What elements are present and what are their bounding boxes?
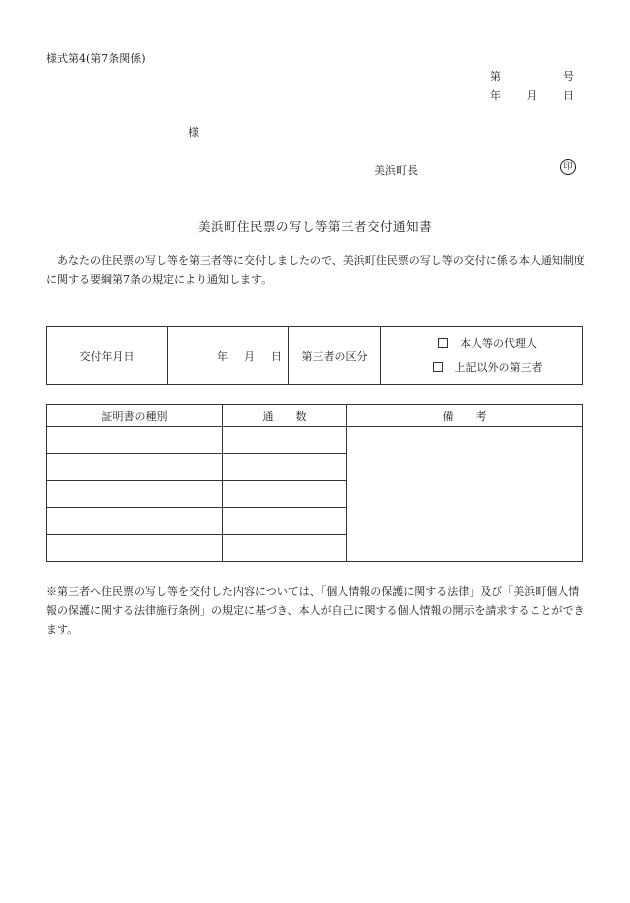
copies-cell[interactable] (223, 454, 347, 481)
checkbox-icon[interactable] (438, 338, 448, 348)
delivery-date-label: 交付年月日 (47, 327, 168, 385)
delivery-table (46, 326, 583, 385)
document-date (490, 87, 574, 103)
certificate-table (46, 404, 583, 562)
doc-number-prefix: 第 (490, 70, 501, 83)
option-other-third-party[interactable] (393, 356, 582, 380)
copies-cell[interactable] (223, 535, 347, 562)
doc-date-day: 日 (563, 89, 574, 102)
delivery-day-unit: 日 (271, 349, 282, 363)
form-label: 様式第4(第7条関係) (46, 52, 146, 65)
header-remarks: 備 考 (347, 405, 583, 427)
copies-cell[interactable] (223, 481, 347, 508)
copies-cell[interactable] (223, 427, 347, 454)
checkbox-icon[interactable] (433, 362, 443, 372)
option-agent[interactable] (393, 332, 582, 356)
header-copies: 通 数 (223, 405, 347, 427)
remarks-cell[interactable] (347, 427, 583, 562)
page-title: 美浜町住民票の写し等第三者交付通知書 (197, 219, 432, 234)
cert-type-cell[interactable] (47, 535, 223, 562)
delivery-month-unit: 月 (244, 349, 255, 363)
third-party-category-label: 第三者の区分 (289, 327, 381, 385)
doc-date-month: 月 (526, 89, 538, 102)
option-other-label: 上記以外の第三者 (454, 360, 543, 374)
header-cert-type: 証明書の種別 (47, 405, 223, 427)
cert-type-cell[interactable] (47, 427, 223, 454)
cert-type-cell[interactable] (47, 454, 223, 481)
document-number (490, 68, 574, 84)
cert-type-cell[interactable] (47, 508, 223, 535)
doc-date-year: 年 (490, 89, 501, 102)
table-row (47, 427, 583, 454)
delivery-year-unit: 年 (217, 349, 228, 363)
doc-number-suffix: 号 (563, 70, 574, 83)
copies-cell[interactable] (223, 508, 347, 535)
seal-mark: 印 (560, 159, 576, 175)
table-header-row (47, 405, 583, 427)
cert-type-cell[interactable] (47, 481, 223, 508)
footnote: ※第三者へ住民票の写し等を交付した内容については、「個人情報の保護に関する法律」及び「美浜町個人情報の保護に関する法律施行条例」の規定に基づき、本人が自己に関する個人情報の開示を請求することができます。 (46, 585, 585, 636)
issuer-name: 美浜町長 (374, 164, 418, 177)
delivery-date-cell (168, 327, 289, 385)
addressee-honorific: 様 (188, 126, 199, 139)
third-party-category-options (381, 327, 583, 385)
option-agent-label: 本人等の代理人 (460, 336, 537, 350)
body-text: あなたの住民票の写し等を第三者等に交付しましたので、美浜町住民票の写し等の交付に係る本人通知制度に関する要綱第7条の規定により通知します。 (46, 254, 585, 286)
